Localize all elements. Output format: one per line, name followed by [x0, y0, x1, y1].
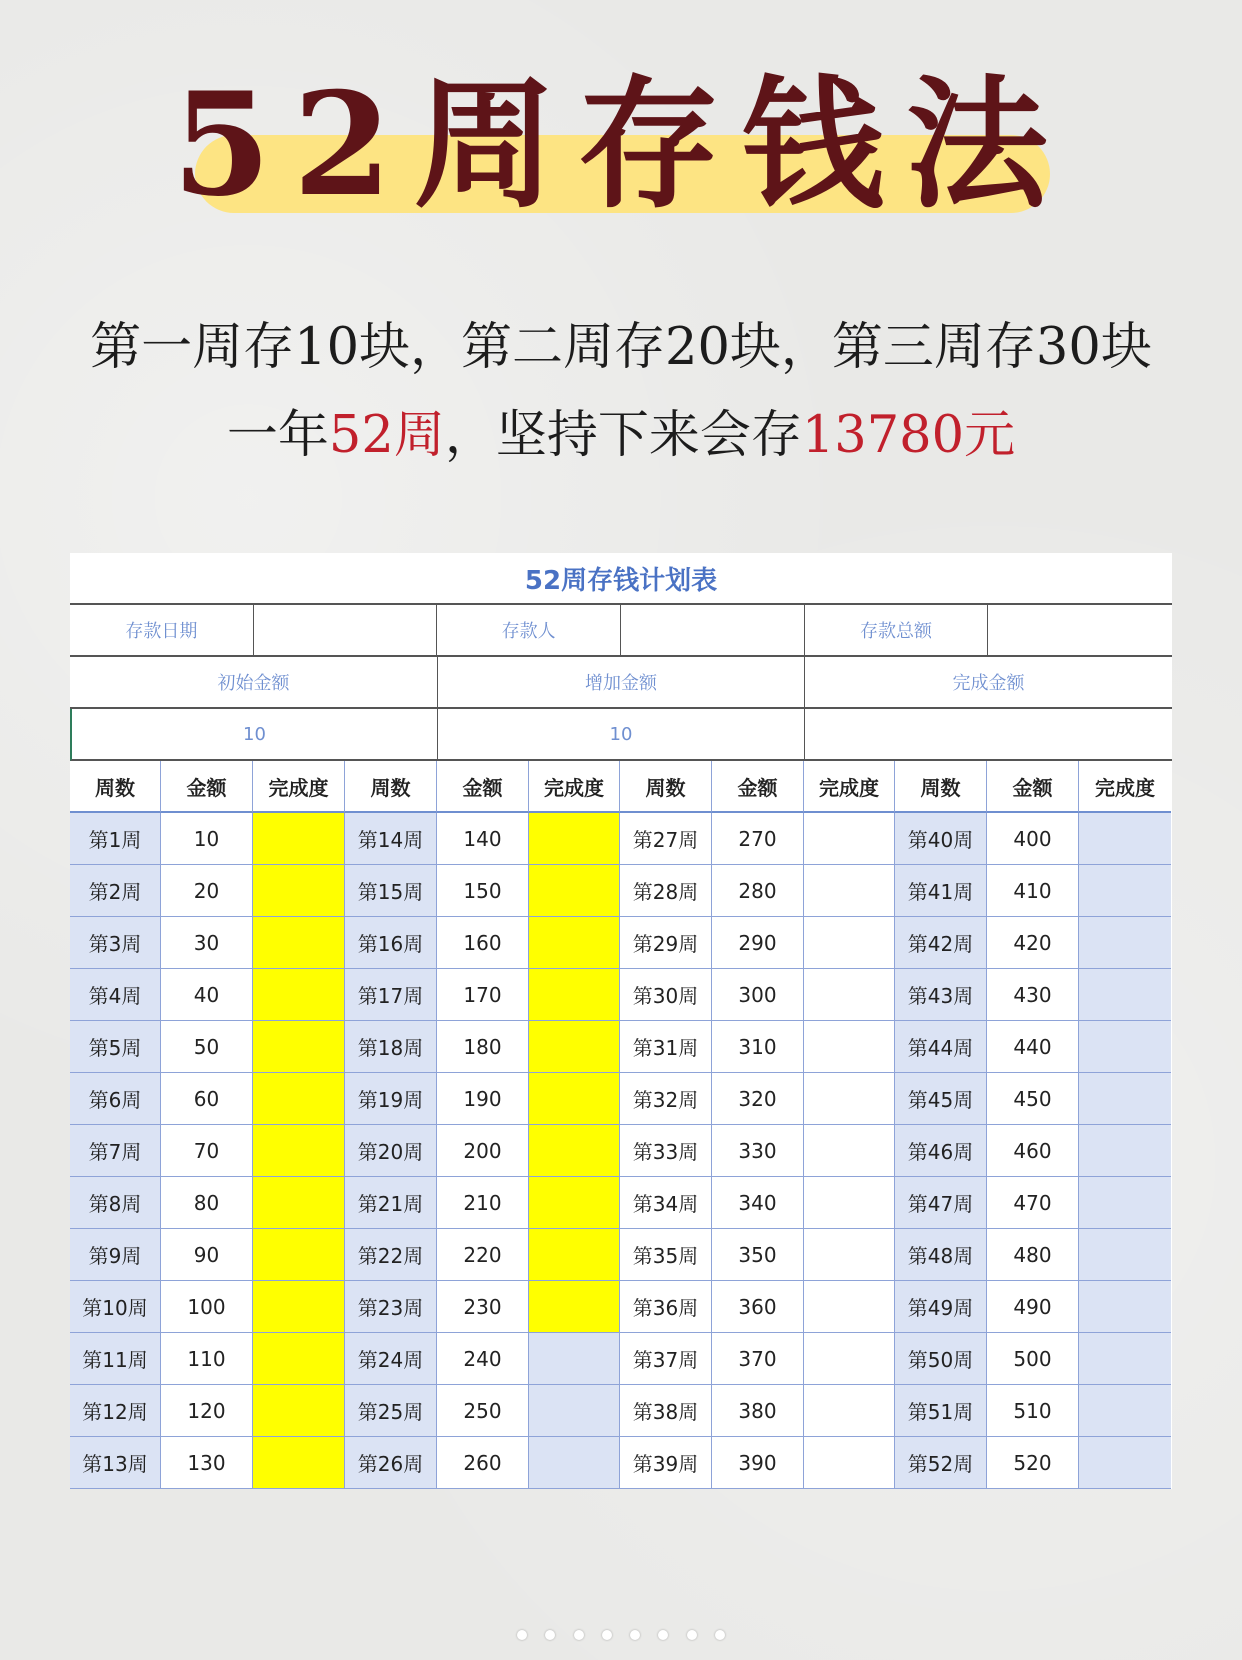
- amount-cell: 290: [712, 917, 804, 969]
- week-cell: 第41周: [895, 865, 987, 917]
- amount-cell: 510: [987, 1385, 1079, 1437]
- completion-cell[interactable]: [1079, 813, 1171, 865]
- week-cell: 第26周: [345, 1437, 437, 1489]
- page-dot[interactable]: [574, 1630, 584, 1640]
- week-cell: 第23周: [345, 1281, 437, 1333]
- amount-cell: 440: [987, 1021, 1079, 1073]
- page-dot[interactable]: [658, 1630, 668, 1640]
- week-cell: 第35周: [620, 1229, 712, 1281]
- completion-cell[interactable]: [1079, 1437, 1171, 1489]
- amount-cell: 150: [437, 865, 529, 917]
- page-dot[interactable]: [517, 1630, 527, 1640]
- column-header: 完成度: [529, 761, 620, 813]
- column-header: 周数: [70, 761, 161, 813]
- completion-cell[interactable]: [253, 813, 345, 865]
- completion-cell[interactable]: [1079, 1177, 1171, 1229]
- completion-cell[interactable]: [804, 1437, 895, 1489]
- amount-cell: 320: [712, 1073, 804, 1125]
- amount-cell: 330: [712, 1125, 804, 1177]
- completion-cell[interactable]: [253, 1177, 345, 1229]
- week-cell: 第38周: [620, 1385, 712, 1437]
- completion-cell[interactable]: [1079, 1385, 1171, 1437]
- completion-cell[interactable]: [1079, 1281, 1171, 1333]
- amount-cell: 100: [161, 1281, 253, 1333]
- week-cell: 第33周: [620, 1125, 712, 1177]
- amount-cell: 160: [437, 917, 529, 969]
- subtitle-part: 一年: [226, 406, 329, 465]
- completion-cell[interactable]: [804, 1021, 895, 1073]
- completion-cell[interactable]: [1079, 1021, 1171, 1073]
- table-row: [70, 1177, 1172, 1229]
- completion-cell[interactable]: [529, 1281, 620, 1333]
- week-table-body: [70, 813, 1172, 1489]
- completion-cell[interactable]: [804, 917, 895, 969]
- table-row: [70, 969, 1172, 1021]
- completion-cell[interactable]: [804, 1333, 895, 1385]
- subtitle-highlight-total: 13780元: [801, 406, 1016, 465]
- week-cell: 第14周: [345, 813, 437, 865]
- initial-amount-label: 初始金额: [70, 657, 438, 709]
- week-cell: 第13周: [70, 1437, 161, 1489]
- amount-cell: 460: [987, 1125, 1079, 1177]
- amount-cell: 500: [987, 1333, 1079, 1385]
- amount-cell: 360: [712, 1281, 804, 1333]
- amount-cell: 120: [161, 1385, 253, 1437]
- week-cell: 第12周: [70, 1385, 161, 1437]
- increase-amount-value[interactable]: 10: [438, 709, 805, 761]
- completion-cell[interactable]: [253, 1333, 345, 1385]
- completion-cell[interactable]: [804, 813, 895, 865]
- column-header: 完成度: [253, 761, 345, 813]
- amount-cell: 300: [712, 969, 804, 1021]
- amount-value-row: [70, 709, 1172, 761]
- title-area: [0, 60, 1242, 230]
- completion-cell[interactable]: [1079, 969, 1171, 1021]
- week-cell: 第46周: [895, 1125, 987, 1177]
- table-row: [70, 1229, 1172, 1281]
- week-cell: 第20周: [345, 1125, 437, 1177]
- completion-cell[interactable]: [529, 917, 620, 969]
- week-cell: 第31周: [620, 1021, 712, 1073]
- completion-cell[interactable]: [1079, 1333, 1171, 1385]
- page-dot[interactable]: [687, 1630, 697, 1640]
- amount-cell: 450: [987, 1073, 1079, 1125]
- amount-cell: 170: [437, 969, 529, 1021]
- savings-plan-sheet: [70, 553, 1172, 1489]
- amount-cell: 220: [437, 1229, 529, 1281]
- completion-cell[interactable]: [804, 1125, 895, 1177]
- amount-cell: 430: [987, 969, 1079, 1021]
- amount-cell: 70: [161, 1125, 253, 1177]
- week-cell: 第6周: [70, 1073, 161, 1125]
- completion-cell[interactable]: [529, 813, 620, 865]
- amount-cell: 40: [161, 969, 253, 1021]
- week-cell: 第5周: [70, 1021, 161, 1073]
- subtitle-line-1: 第一周存10块，第二周存20块，第三周存30块: [90, 318, 1152, 377]
- subtitle-line-2: [0, 406, 1242, 466]
- amount-cell: 10: [161, 813, 253, 865]
- completion-cell[interactable]: [529, 865, 620, 917]
- amount-cell: 400: [987, 813, 1079, 865]
- completion-cell[interactable]: [253, 969, 345, 1021]
- week-cell: 第19周: [345, 1073, 437, 1125]
- amount-cell: 420: [987, 917, 1079, 969]
- column-header: 周数: [895, 761, 987, 813]
- week-cell: 第27周: [620, 813, 712, 865]
- completion-cell[interactable]: [529, 1021, 620, 1073]
- amount-cell: 210: [437, 1177, 529, 1229]
- week-cell: 第11周: [70, 1333, 161, 1385]
- week-cell: 第28周: [620, 865, 712, 917]
- completion-cell[interactable]: [253, 1281, 345, 1333]
- week-cell: 第16周: [345, 917, 437, 969]
- amount-cell: 280: [712, 865, 804, 917]
- week-cell: 第32周: [620, 1073, 712, 1125]
- completion-cell[interactable]: [253, 1437, 345, 1489]
- amount-cell: 140: [437, 813, 529, 865]
- amount-cell: 380: [712, 1385, 804, 1437]
- deposit-date-value[interactable]: [254, 605, 438, 657]
- table-row: [70, 1385, 1172, 1437]
- table-row: [70, 1281, 1172, 1333]
- completion-cell[interactable]: [804, 1385, 895, 1437]
- completion-cell[interactable]: [529, 1229, 620, 1281]
- week-cell: 第22周: [345, 1229, 437, 1281]
- completion-cell[interactable]: [253, 1229, 345, 1281]
- sheet-caption: 52周存钱计划表: [70, 553, 1172, 605]
- amount-cell: 50: [161, 1021, 253, 1073]
- week-cell: 第49周: [895, 1281, 987, 1333]
- week-cell: 第40周: [895, 813, 987, 865]
- completion-cell[interactable]: [253, 917, 345, 969]
- completion-cell[interactable]: [253, 1125, 345, 1177]
- completed-amount-value[interactable]: [805, 709, 1172, 761]
- week-cell: 第44周: [895, 1021, 987, 1073]
- completion-cell[interactable]: [1079, 1073, 1171, 1125]
- completion-cell[interactable]: [804, 1177, 895, 1229]
- column-header: 金额: [712, 761, 804, 813]
- completion-cell[interactable]: [253, 1385, 345, 1437]
- depositor-value[interactable]: [621, 605, 805, 657]
- week-cell: 第21周: [345, 1177, 437, 1229]
- deposit-total-value[interactable]: [988, 605, 1172, 657]
- page-title: 52周存钱法: [172, 62, 1070, 228]
- column-header: 周数: [345, 761, 437, 813]
- completion-cell[interactable]: [1079, 865, 1171, 917]
- page-dot[interactable]: [715, 1630, 725, 1640]
- column-header: 完成度: [804, 761, 895, 813]
- amount-cell: 260: [437, 1437, 529, 1489]
- amount-cell: 250: [437, 1385, 529, 1437]
- week-cell: 第4周: [70, 969, 161, 1021]
- week-cell: 第1周: [70, 813, 161, 865]
- table-row: [70, 813, 1172, 865]
- amount-cell: 130: [161, 1437, 253, 1489]
- week-cell: 第48周: [895, 1229, 987, 1281]
- table-row: [70, 865, 1172, 917]
- week-cell: 第9周: [70, 1229, 161, 1281]
- week-cell: 第52周: [895, 1437, 987, 1489]
- week-cell: 第17周: [345, 969, 437, 1021]
- subtitle-highlight-weeks: 52周: [328, 406, 445, 465]
- week-cell: 第8周: [70, 1177, 161, 1229]
- completion-cell[interactable]: [253, 1073, 345, 1125]
- completion-cell[interactable]: [529, 1333, 620, 1385]
- page-dot[interactable]: [545, 1630, 555, 1640]
- week-cell: 第51周: [895, 1385, 987, 1437]
- week-cell: 第37周: [620, 1333, 712, 1385]
- amount-cell: 110: [161, 1333, 253, 1385]
- column-header: 金额: [437, 761, 529, 813]
- column-header: 完成度: [1079, 761, 1171, 813]
- week-cell: 第15周: [345, 865, 437, 917]
- amount-cell: 90: [161, 1229, 253, 1281]
- completion-cell[interactable]: [804, 1229, 895, 1281]
- completion-cell[interactable]: [529, 1125, 620, 1177]
- depositor-label: 存款人: [437, 605, 621, 657]
- completion-cell[interactable]: [804, 969, 895, 1021]
- table-row: [70, 1437, 1172, 1489]
- increase-amount-label: 增加金额: [438, 657, 805, 709]
- completion-cell[interactable]: [529, 969, 620, 1021]
- completion-cell[interactable]: [529, 1385, 620, 1437]
- completion-cell[interactable]: [529, 1437, 620, 1489]
- week-cell: 第39周: [620, 1437, 712, 1489]
- deposit-total-label: 存款总额: [805, 605, 989, 657]
- table-row: [70, 917, 1172, 969]
- amount-cell: 480: [987, 1229, 1079, 1281]
- amount-cell: 370: [712, 1333, 804, 1385]
- page-indicator: [517, 1630, 725, 1644]
- initial-amount-value[interactable]: 10: [70, 709, 438, 761]
- week-cell: 第30周: [620, 969, 712, 1021]
- page-dot[interactable]: [602, 1630, 612, 1640]
- week-cell: 第29周: [620, 917, 712, 969]
- completion-cell[interactable]: [804, 865, 895, 917]
- amount-cell: 230: [437, 1281, 529, 1333]
- amount-cell: 310: [712, 1021, 804, 1073]
- week-cell: 第50周: [895, 1333, 987, 1385]
- completion-cell[interactable]: [1079, 1229, 1171, 1281]
- amount-cell: 190: [437, 1073, 529, 1125]
- week-cell: 第24周: [345, 1333, 437, 1385]
- amount-cell: 240: [437, 1333, 529, 1385]
- amount-cell: 520: [987, 1437, 1079, 1489]
- amount-cell: 30: [161, 917, 253, 969]
- page-dot[interactable]: [630, 1630, 640, 1640]
- week-cell: 第25周: [345, 1385, 437, 1437]
- amount-cell: 200: [437, 1125, 529, 1177]
- week-cell: 第45周: [895, 1073, 987, 1125]
- week-cell: 第34周: [620, 1177, 712, 1229]
- column-header: 金额: [987, 761, 1079, 813]
- completed-amount-label: 完成金额: [805, 657, 1172, 709]
- completion-cell[interactable]: [804, 1073, 895, 1125]
- column-header-row: [70, 761, 1172, 813]
- amount-cell: 180: [437, 1021, 529, 1073]
- table-row: [70, 1333, 1172, 1385]
- week-cell: 第2周: [70, 865, 161, 917]
- week-cell: 第10周: [70, 1281, 161, 1333]
- amount-cell: 350: [712, 1229, 804, 1281]
- meta-row: [70, 605, 1172, 657]
- table-row: [70, 1073, 1172, 1125]
- week-cell: 第43周: [895, 969, 987, 1021]
- amount-cell: 410: [987, 865, 1079, 917]
- completion-cell[interactable]: [253, 1021, 345, 1073]
- subtitle-part: ，坚持下来会存: [444, 406, 802, 465]
- table-row: [70, 1021, 1172, 1073]
- column-header: 金额: [161, 761, 253, 813]
- week-cell: 第42周: [895, 917, 987, 969]
- week-cell: 第7周: [70, 1125, 161, 1177]
- week-cell: 第47周: [895, 1177, 987, 1229]
- week-cell: 第36周: [620, 1281, 712, 1333]
- amount-label-row: [70, 657, 1172, 709]
- amount-cell: 270: [712, 813, 804, 865]
- completion-cell[interactable]: [1079, 1125, 1171, 1177]
- column-header: 周数: [620, 761, 712, 813]
- week-cell: 第18周: [345, 1021, 437, 1073]
- week-cell: 第3周: [70, 917, 161, 969]
- completion-cell[interactable]: [529, 1073, 620, 1125]
- amount-cell: 60: [161, 1073, 253, 1125]
- deposit-date-label: 存款日期: [70, 605, 254, 657]
- amount-cell: 490: [987, 1281, 1079, 1333]
- table-row: [70, 1125, 1172, 1177]
- amount-cell: 80: [161, 1177, 253, 1229]
- completion-cell[interactable]: [1079, 917, 1171, 969]
- completion-cell[interactable]: [253, 865, 345, 917]
- completion-cell[interactable]: [804, 1281, 895, 1333]
- amount-cell: 390: [712, 1437, 804, 1489]
- amount-cell: 20: [161, 865, 253, 917]
- completion-cell[interactable]: [529, 1177, 620, 1229]
- amount-cell: 340: [712, 1177, 804, 1229]
- amount-cell: 470: [987, 1177, 1079, 1229]
